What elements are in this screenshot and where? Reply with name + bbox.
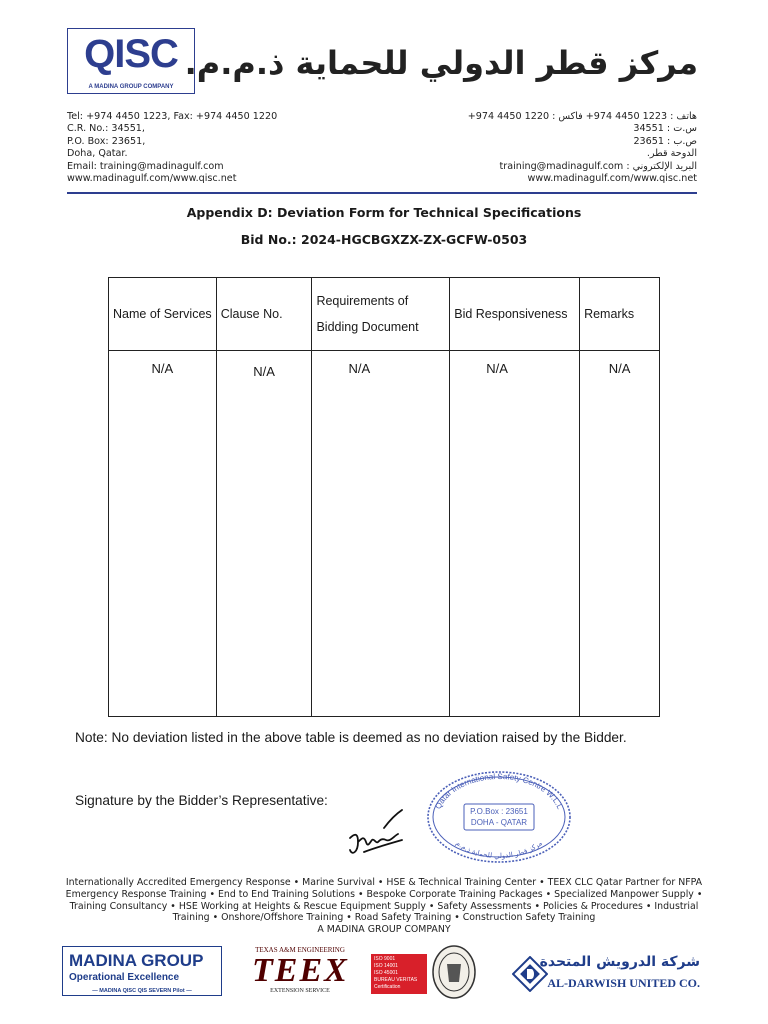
contact-arabic: [468, 111, 697, 185]
table-cell: N/A: [312, 351, 450, 717]
contact-line: س.ت : 34551: [633, 123, 697, 135]
iso-line: BUREAU VERITAS: [374, 977, 418, 983]
handwritten-signature: [344, 808, 406, 860]
services-list: Internationally Accredited Emergency Response • Marine Survival • HSE & Technical Training Center • TEEX CLC Qatar Partner for NFPA Emergency Response Training • End to End Training Solutions • Bespoke Corporate Training Packages • Specialized Manpower Supply • Training Consultancy • HSE Working at Heights & Rescue Equipment Supply • Safety Assessments • Policies & Procedures • Industrial Training • Onshore/Offshore Training • Road Safety Training • Construction Safety Training: [65, 877, 703, 924]
column-header: Bid Responsiveness: [450, 278, 580, 351]
darwish-english-name: AL-DARWISH UNITED CO.: [547, 976, 700, 990]
bureau-veritas-seal-icon: [431, 944, 477, 1000]
contact-english: [67, 111, 277, 185]
contact-line: www.madinagulf.com/www.qisc.net: [527, 173, 697, 185]
table-header-row: [109, 278, 660, 351]
iso-line: Certification: [374, 984, 401, 990]
contact-line: C.R. No.: 34551,: [67, 123, 145, 135]
iso-badge: [371, 954, 427, 994]
logo-tagline: A MADINA GROUP COMPANY: [88, 84, 174, 90]
bid-number: Bid No.: 2024-HGCBGXZX-ZX-GCFW-0503: [240, 232, 528, 247]
signature-label: Signature by the Bidder’s Representative:: [75, 793, 328, 808]
stamp-city: DOHA - QATAR: [470, 818, 528, 827]
contact-line: الدوحة قطر.: [646, 148, 697, 160]
deviation-table: [108, 277, 660, 717]
madina-tagline: Operational Excellence: [69, 972, 180, 983]
column-header: Remarks: [580, 278, 660, 351]
contact-line: P.O. Box: 23651,: [67, 135, 146, 147]
column-header: Clause No.: [216, 278, 312, 351]
teex-top-text: TEXAS A&M ENGINEERING: [255, 946, 345, 954]
iso-certification-logo: [371, 954, 475, 994]
contact-line: Email: training@madinagulf.com: [67, 160, 224, 172]
table-cell: N/A: [450, 351, 580, 717]
stamp-po-box: P.O.Box : 23651: [470, 807, 528, 816]
arabic-company-name: مركز قطر الدولي للحماية ذ.م.م.: [184, 44, 698, 82]
contact-line: هاتف : 1223 4450 974+ فاكس : 1220 4450 974+: [467, 111, 697, 122]
logo-wordmark: QISC: [84, 32, 178, 76]
document-title: Appendix D: Deviation Form for Technical Specifications: [186, 205, 582, 220]
teex-logo: [252, 946, 348, 1002]
deviation-note: Note: No deviation listed in the above table is deemed as no deviation raised by the Bidder.: [75, 730, 627, 745]
stamp-arc-text: Qatar International Safety Centre W.L.L: [433, 771, 565, 811]
header-divider: [67, 192, 697, 194]
madina-name: MADINA GROUP: [69, 951, 204, 970]
table-cell: N/A: [216, 351, 312, 717]
madina-group-logo: [62, 946, 222, 996]
qisc-logo: [67, 28, 195, 94]
iso-line: ISO 9001: [374, 956, 396, 962]
al-darwish-logo: [512, 950, 700, 998]
column-header: Name of Services: [109, 278, 217, 351]
iso-line: ISO 45001: [374, 970, 398, 976]
teex-wordmark: TEEX: [252, 952, 349, 989]
contact-line: ص.ب : 23651: [633, 135, 697, 147]
stamp-outer-ring: [428, 772, 570, 862]
table-cell: N/A: [109, 351, 217, 717]
contact-line: Tel: +974 4450 1223, Fax: +974 4450 1220: [67, 111, 278, 122]
contact-line: www.madinagulf.com/www.qisc.net: [67, 173, 237, 185]
contact-line: البريد الإلكتروني : training@madinagulf.com: [499, 160, 697, 172]
footer-company-line: A MADINA GROUP COMPANY: [317, 924, 451, 936]
footer-services: [60, 877, 708, 936]
stamp-arabic-arc: مركز قطر الدولي للحماية ذ.م.م: [454, 839, 544, 861]
table-row: [109, 351, 660, 717]
table-cell: N/A: [580, 351, 660, 717]
iso-line: ISO 14001: [374, 963, 398, 969]
darwish-arabic-name: شركة الدرويش المتحدة: [539, 954, 700, 970]
teex-bottom-text: EXTENSION SERVICE: [270, 988, 330, 994]
column-header: Requirements of Bidding Document: [312, 278, 450, 351]
company-stamp: [426, 770, 572, 864]
madina-brands: — MADINA QISC QIS SEVERN Pilot —: [92, 988, 192, 994]
contact-line: Doha, Qatar.: [67, 148, 128, 160]
